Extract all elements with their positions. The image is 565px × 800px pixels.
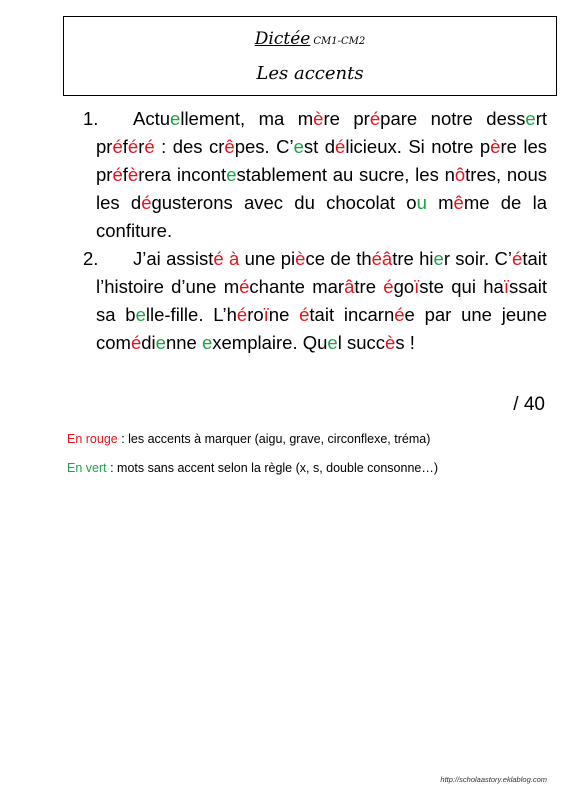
text-segment: m — [426, 192, 454, 213]
no-accent-letter: u — [416, 192, 427, 213]
text-segment: re pr — [323, 108, 370, 129]
no-accent-letter: e — [155, 332, 166, 353]
accent-letter: é — [335, 136, 346, 157]
text-segment: pare notre dess — [380, 108, 526, 129]
text-segment: Actu — [133, 108, 171, 129]
no-accent-letter: e — [226, 164, 237, 185]
text-segment: ssait sa b — [96, 276, 547, 325]
text-segment: di — [141, 332, 156, 353]
dictation-list — [83, 105, 547, 357]
accent-letter: è — [127, 164, 139, 185]
legend-red-text: : les accents à marquer (aigu, grave, circonflexe, tréma) — [117, 432, 431, 446]
accent-letter: ï — [263, 304, 269, 325]
dictation-title: Dictée — [254, 29, 311, 49]
legend-red — [67, 432, 430, 446]
text-segment: nne — [165, 332, 202, 353]
accent-letter: è — [490, 136, 501, 157]
accent-letter: é — [112, 164, 123, 185]
accent-letter: é — [512, 248, 523, 269]
text-segment: l succ — [337, 332, 386, 353]
text-segment: e par une jeune com — [96, 304, 547, 353]
text-segment: chante mar — [249, 276, 345, 297]
footer-url: http://scholaastory.eklablog.com — [440, 775, 547, 784]
text-segment: ce de th — [305, 248, 372, 269]
accent-letter: è — [313, 108, 324, 129]
text-segment: go — [393, 276, 415, 297]
dictation-paragraph-2 — [96, 245, 547, 357]
accent-letter: é — [112, 136, 123, 157]
text-segment: tres, nous les d — [96, 164, 547, 213]
text-segment: ne — [268, 304, 300, 325]
accent-letter: é — [130, 332, 142, 353]
no-accent-letter: e — [201, 332, 213, 353]
text-segment: ste qui ha — [419, 276, 504, 297]
accent-letter: é — [236, 304, 248, 325]
accent-letter: é — [239, 276, 250, 297]
no-accent-letter: e — [293, 136, 304, 157]
no-accent-letter: e — [433, 248, 444, 269]
legend-red-label: En rouge — [67, 432, 118, 446]
accent-letter: é — [213, 248, 224, 269]
grade-level: CM1-CM2 — [313, 36, 366, 47]
text-segment: s ! — [395, 332, 415, 353]
text-segment: J’ai assist — [133, 248, 214, 269]
text-segment: ro — [247, 304, 264, 325]
accent-letter: ï — [503, 276, 509, 297]
item-number: 1. — [83, 108, 99, 129]
accent-letter: ï — [414, 276, 420, 297]
text-segment: f — [122, 136, 128, 157]
item-number: 2. — [83, 248, 99, 269]
text-segment: lle-fille. L’h — [145, 304, 237, 325]
accent-letter: ê — [224, 136, 235, 157]
text-segment: tait l’histoire d’une m — [96, 248, 547, 297]
text-segment: tre — [354, 276, 384, 297]
text-segment: llement, ma m — [180, 108, 314, 129]
no-accent-letter: e — [525, 108, 536, 129]
accent-letter: ô — [454, 164, 466, 185]
text-segment: tre hi — [392, 248, 434, 269]
accent-letter: é — [369, 108, 381, 129]
accent-letter: é — [141, 192, 152, 213]
dictation-item-2 — [83, 245, 547, 357]
accent-letter: é — [383, 276, 394, 297]
text-segment: f — [122, 164, 128, 185]
text-segment: r — [138, 136, 145, 157]
text-segment: r soir. C’ — [443, 248, 513, 269]
dictation-subtitle: Les accents — [256, 63, 364, 84]
score-total: / 40 — [513, 394, 545, 415]
accent-letter: ê — [453, 192, 464, 213]
text-segment: gusterons avec du chocolat o — [151, 192, 417, 213]
no-accent-letter: e — [135, 304, 146, 325]
text-segment: tait incarn — [309, 304, 395, 325]
accent-letter: é — [127, 136, 139, 157]
no-accent-letter: e — [327, 332, 338, 353]
title-line — [64, 29, 556, 49]
dictation-paragraph-1 — [96, 105, 547, 245]
text-segment: me de la confiture. — [96, 192, 547, 241]
text-segment: stablement au sucre, les n — [236, 164, 455, 185]
accent-letter: â — [344, 276, 355, 297]
accent-letter: è — [295, 248, 306, 269]
text-segment: pes. C’ — [234, 136, 294, 157]
title-box — [63, 16, 557, 96]
dictation-item-1 — [83, 105, 547, 245]
text-segment: re les pr — [96, 136, 547, 185]
text-segment: xemplaire. Qu — [212, 332, 328, 353]
text-segment: rera incont — [138, 164, 227, 185]
text-segment: rt pr — [96, 108, 547, 157]
accent-letter: éâ — [371, 248, 393, 269]
accent-letter: à — [228, 248, 240, 269]
text-segment: une pi — [239, 248, 296, 269]
text-segment: licieux. Si notre p — [345, 136, 491, 157]
accent-letter: é — [394, 304, 405, 325]
text-segment: st d — [303, 136, 336, 157]
accent-letter: é — [144, 136, 155, 157]
accent-letter: è — [385, 332, 396, 353]
legend-green-text: : mots sans accent selon la règle (x, s, double consonne…) — [106, 461, 439, 475]
accent-letter: é — [299, 304, 310, 325]
no-accent-letter: e — [170, 108, 181, 129]
text-segment: : des cr — [154, 136, 225, 157]
legend-green-label: En vert — [67, 461, 107, 475]
legend-green — [67, 461, 438, 475]
